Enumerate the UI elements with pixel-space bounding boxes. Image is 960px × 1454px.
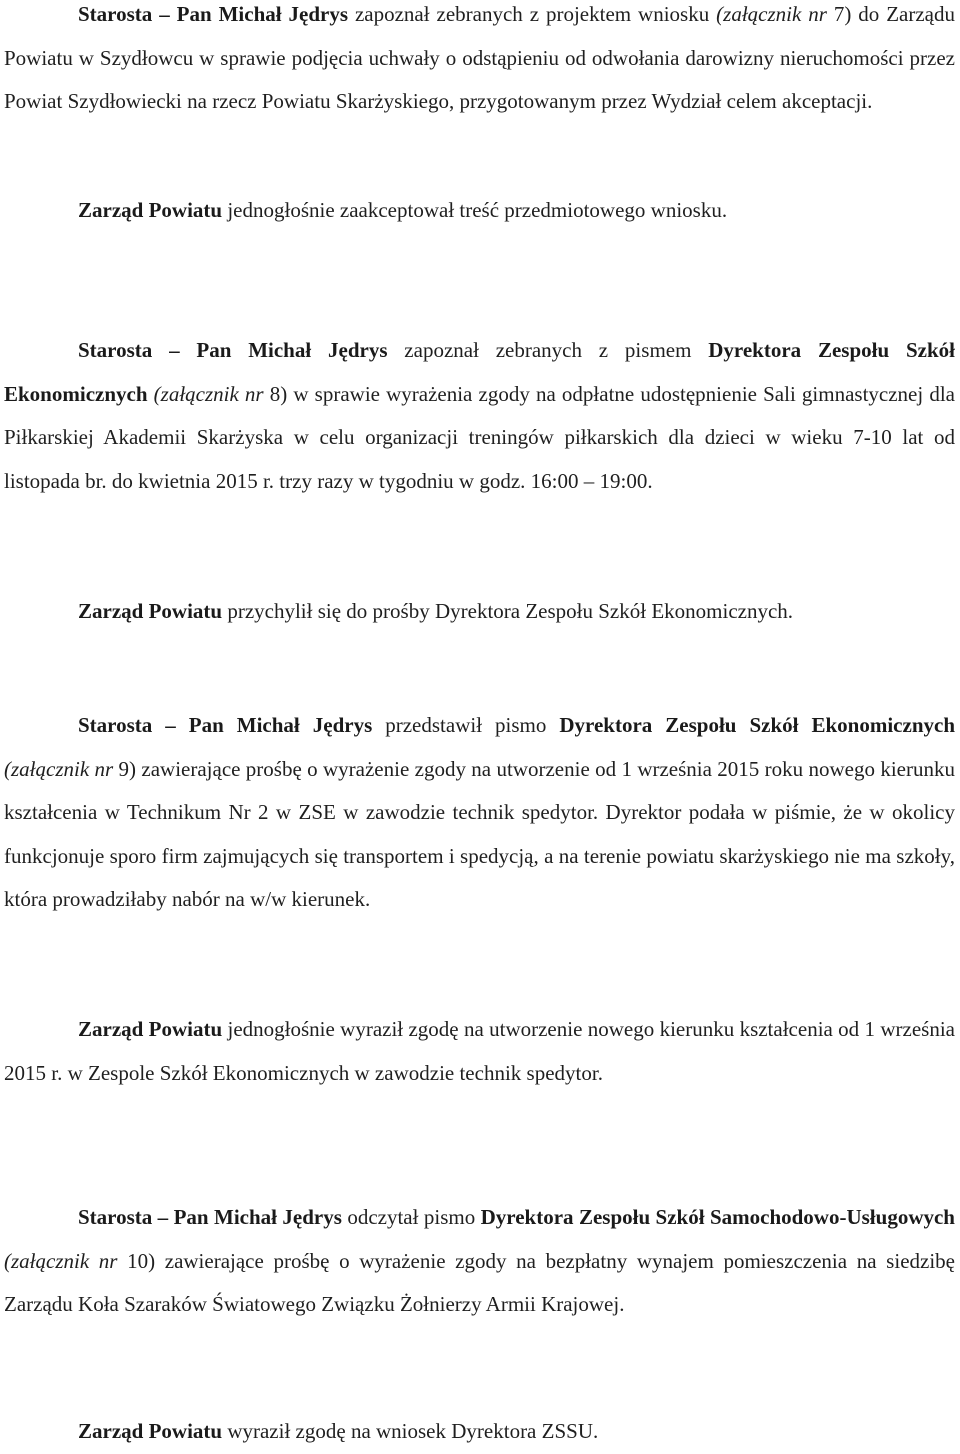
paragraph-pismo-zse-kierunek [4,704,955,922]
paragraph-decision-3 [4,1008,955,1095]
attachment-ref: (załącznik nr [4,756,114,781]
paragraph-text: wyraził zgodę na wniosek Dyrektora ZSSU. [222,1419,599,1443]
paragraph-decision-1 [4,189,955,233]
institution-name: Dyrektora Zespołu Szkół Samochodowo-Usługowych [480,1205,955,1229]
attachment-ref: (załącznik nr [716,2,827,26]
paragraph-text: 9) zawierające prośbę o wyrażenie zgody na utworzenie od 1 września 2015 roku nowego kierunku kształcenia w Technikum Nr 2 w ZSE w zawodzie technik spedytor. Dyrektor podała w piśmie, że w okolicy funkcjonuje sporo firm zajmujących się transportem i spedycją, a na terenie powiatu skarżyskiego nie ma szkoły, która prowadziłaby nabór na w/w kierunek. [4,756,955,911]
paragraph-text: 10) zawierające prośbę o wyrażenie zgody na bezpłatny wynajem pomieszczenia na siedzibę Zarządu Koła Szaraków Światowego Związku Żołnierzy Armii Krajowej. [4,1248,955,1316]
paragraph-text: przedstawił pismo [372,713,560,737]
paragraph-text: jednogłośnie zaakceptował treść przedmiotowego wniosku. [222,198,728,222]
paragraph-text: zapoznał zebranych z pismem [387,338,709,362]
institution-name: Dyrektora Zespołu Szkół Ekonomicznych [4,338,955,406]
paragraph-wniosek-darowizna [4,0,955,124]
attachment-ref: (załącznik nr [4,1248,118,1273]
paragraph-pismo-zssu [4,1196,955,1327]
institution-name: Dyrektora Zespołu Szkół Ekonomicznych [559,713,955,737]
paragraph-pismo-zse-sala [4,329,955,503]
paragraph-text: odczytał pismo [341,1205,481,1229]
paragraph-decision-4 [4,1410,955,1454]
board-name: Zarząd Powiatu [78,1419,223,1443]
board-name: Zarząd Powiatu [78,198,223,222]
paragraph-text: przychylił się do prośby Dyrektora Zespołu Szkół Ekonomicznych. [222,599,794,623]
board-name: Zarząd Powiatu [78,1017,223,1041]
paragraph-text: jednogłośnie wyraził zgodę na utworzenie nowego kierunku kształcenia od 1 września 2015 r. w Zespole Szkół Ekonomicznych w zawodzie technik spedytor. [4,1017,955,1085]
speaker-name: Starosta – Pan Michał Jędrys [78,713,373,737]
board-name: Zarząd Powiatu [78,599,223,623]
paragraph-text: 7) do Zarządu Powiatu w Szydłowcu w sprawie podjęcia uchwały o odstąpieniu od odwołania darowizny nieruchomości przez Powiat Szydłowiecki na rzecz Powiatu Skarżyskiego, przygotowanym przez Wydział celem akceptacji. [4,2,956,113]
paragraph-text: 8) w sprawie wyrażenia zgody na odpłatne udostępnienie Sali gimnastycznej dla Piłkarskiej Akademii Skarżyska w celu organizacji treningów piłkarskich dla dzieci w wieku 7-10 lat od listopada br. do kwietnia 2015 r. trzy razy w tygodniu w godz. 16:00 – 19:00. [4,381,956,493]
paragraph-decision-2 [4,590,955,634]
attachment-ref: (załącznik nr [153,381,264,406]
speaker-name: Starosta – Pan Michał Jędrys [78,338,388,362]
speaker-name: Starosta – Pan Michał Jędrys [78,1205,342,1229]
speaker-name: Starosta – Pan Michał Jędrys [78,2,349,26]
paragraph-text: zapoznał zebranych z projektem wniosku [348,2,717,26]
